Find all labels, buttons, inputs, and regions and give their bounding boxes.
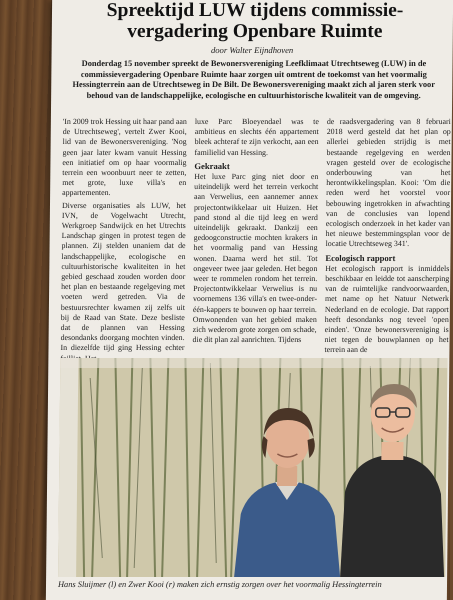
article-column-1 bbox=[60, 117, 186, 355]
article-column-3 bbox=[324, 117, 450, 355]
article-body bbox=[60, 117, 451, 355]
person-left-hans-sluijmer bbox=[226, 396, 348, 577]
paragraph: Diverse organisaties als LUW, het IVN, de Vogelwacht Utrecht, Werkgroep Sandwijck en het Utrechts Landschap gingen in protest tegen de plannen. Zij stelden unaniem dat de landschappelijke, ecologische en cultuurhistorische kwaliteiten in het gebied geschaad zouden worden door het plan en bestaande regelgeving met voeten werd getreden. Via de bestuursrechter kwamen zij zelfs uit bij de Raad van State. Deze besliste dat de plannen van Hessing desondanks doorgang mochten vinden. In diezelfde tijd ging Hessing echter bbox=[60, 200, 187, 353]
article-lead: Donderdag 15 november spreekt de Bewonersvereniging Leefklimaat Utrechtseweg (LUW) in de commissievergadering Openbare Ruimte haar zorgen uit omtrent de toekomst van het voormalig Hessingterrein aan de Utrechtseweg in De Bilt. De Bewonersvereniging maakt zich al jaren sterk voor behoud van de landschappelijke, ecologische en cultuurhistorische kwaliteit van de omgeving. bbox=[72, 59, 436, 100]
article-photo bbox=[58, 358, 447, 577]
article-column-2 bbox=[192, 117, 318, 355]
headline-line-2: vergadering Openbare Ruimte bbox=[127, 21, 383, 42]
person-right-zwer-kooi bbox=[336, 372, 448, 577]
paragraph: Het luxe Parc ging niet door en uiteindelijk werd het terrein verkocht aan Verwelius, een aannemer annex projectontwikkelaar uit Huizen. Het pand stond al die tijd leeg en werd uiteindelijk gekraakt. Dankzij een gedoogconstructie mochten krakers in het voormalig pand van Hessing wonen. Daarna werd het stil. Tot ongeveer twee jaar geleden. Het begon weer te rommelen rondom het terrein. Projectontwikkelaar Verwelius is nu voornemens 136 villa's en twee-onder-één-kappers te bouwen op haar terrein. Omwonenden van het gebied maken zich wederom grote zorgen om schade, die dit plan zal aanrichten. Tijdens bbox=[192, 172, 319, 345]
paragraph: luxe Parc Bloeyendael was te ambitieus en slechts één appartement bleek achteraf te zijn verkocht, aan een familielid van Hessing. bbox=[194, 117, 319, 157]
article-headline bbox=[60, 0, 450, 42]
paragraph: de raadsvergadering van 8 februari 2018 werd gesteld dat het plan op allerlei gebieden strijdig is met bestaande regelgeving en werden vragen gesteld over de ecologische onderbouwing van het herontwikkelingsplan. Kooi: 'Om die reden werd het voorstel voor bebouwing ingetrokken in afwachting van de conclusies van lopend ecologisch onderzoek in het kader van het nieuwe bestemmingsplan voor de locatie Utrechtseweg 341'. bbox=[325, 117, 451, 249]
section-heading: Ecologisch rapport bbox=[325, 252, 396, 263]
paragraph: 'In 2009 trok Hessing uit haar pand aan de Utrechtseweg', vertelt Zwer Kooi, lid van de Bewonersvereniging. 'Nog geen jaar later kwam vanuit Hessing een initiatief om op haar voormalig terrein een woonbuurt neer te zetten, met grote, luxe villa's en appartementen. bbox=[62, 117, 187, 198]
newspaper-clipping bbox=[46, 0, 453, 600]
headline-line-1: Spreektijd LUW tijdens commissie- bbox=[106, 0, 404, 21]
photo-caption: Hans Sluijmer (l) en Zwer Kooi (r) maken zich ernstig zorgen over het voormalig Hessingterrein bbox=[57, 580, 382, 589]
article-byline: door Walter Eijndhoven bbox=[210, 45, 294, 55]
section-heading: Gekraakt bbox=[194, 160, 230, 171]
paragraph: Het ecologisch rapport is inmiddels beschikbaar en leidde tot aanscherping van de ruimtelijke randvoorwaarden, met name op het Natuur Netwerk Nederland en de ecologie. Dat rapport heeft desondanks nog teveel 'open einden'. 'Onze bewonersvereniging is niet tegen de bouwplannen op het terrein aan de bbox=[324, 263, 450, 355]
